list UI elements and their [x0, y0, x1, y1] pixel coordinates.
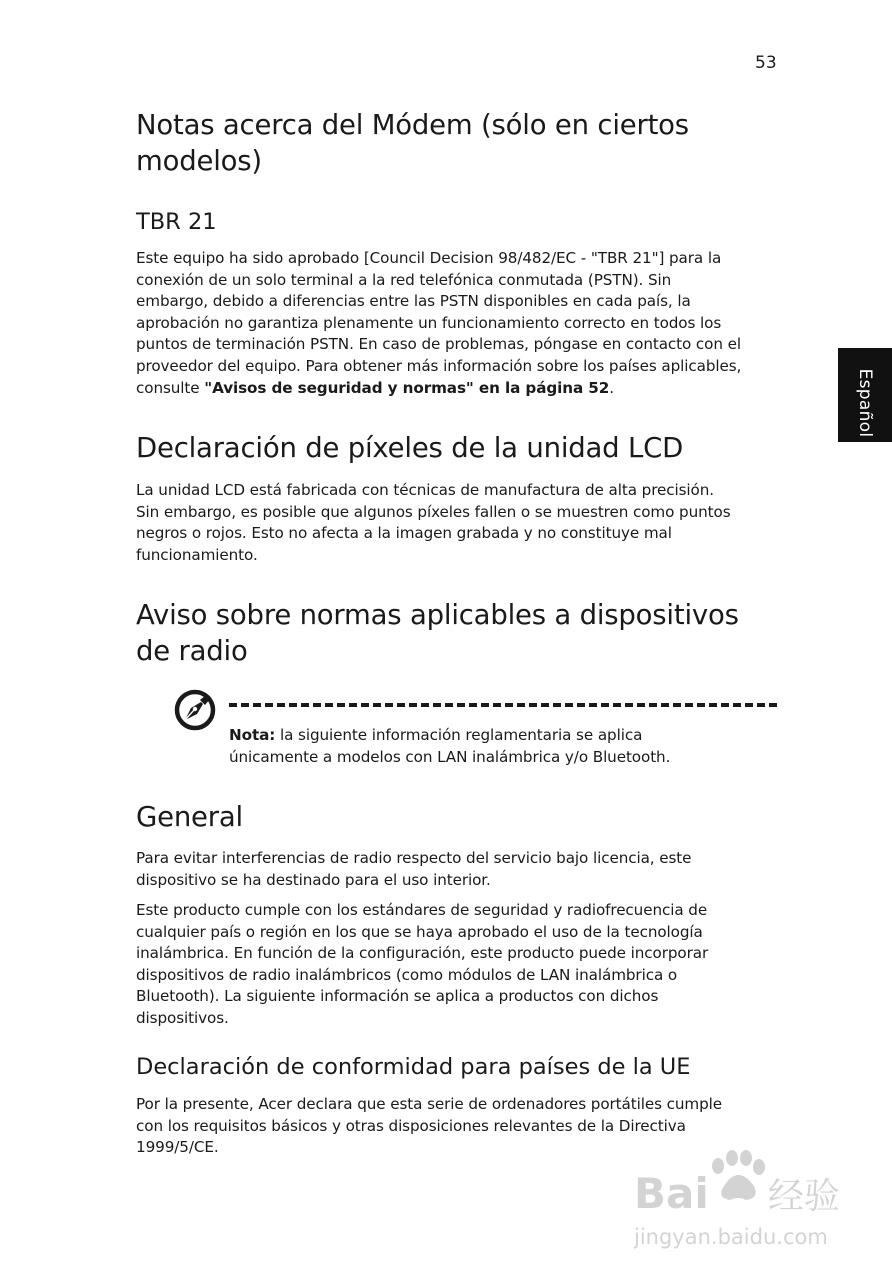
general-para1: [136, 848, 776, 891]
modem-title-line1: Notas acerca del Módem (sólo en ciertos: [136, 109, 689, 141]
watermark-brand: Bai: [634, 1169, 709, 1218]
general-line: inalámbrica. En función de la configuración, este producto puede incorporar: [136, 944, 709, 963]
tbr21-line: proveedor del equipo. Para obtener más información sobre los países aplicables,: [136, 356, 742, 375]
ue-body: [136, 1094, 776, 1159]
language-side-tab: [838, 348, 892, 442]
note-line2: únicamente a modelos con LAN inalámbrica y/o Bluetooth.: [229, 747, 671, 766]
ue-line: Por la presente, Acer declara que esta serie de ordenadores portátiles cumple: [136, 1095, 722, 1113]
note-divider: [229, 703, 777, 707]
tbr21-line-suffix: .: [609, 378, 614, 397]
tbr21-line: puntos de terminación PSTN. En caso de problemas, póngase en contacto con el: [136, 335, 741, 354]
section-title-tbr21: TBR 21: [136, 209, 217, 235]
lcd-line: La unidad LCD está fabricada con técnicas de manufactura de alta precisión.: [136, 481, 714, 499]
tbr21-line: conexión de un solo terminal a la red telefónica conmutada (PSTN). Sin: [136, 270, 672, 289]
section-title-modem: [136, 107, 776, 179]
section-title-general: General: [136, 801, 243, 833]
note-text: [229, 725, 789, 768]
ue-line: con los requisitos básicos y otras disposiciones relevantes de la Directiva: [136, 1116, 686, 1135]
general-line: dispositivos.: [136, 1008, 229, 1027]
ue-line: 1999/5/CE.: [136, 1138, 219, 1157]
general-para2: [136, 900, 776, 1030]
general-line: cualquier país o región en los que se haya aprobado el uso de la tecnología: [136, 922, 703, 941]
general-line: dispositivos de radio inalámbricos (como módulos de LAN inalámbrica o: [136, 965, 678, 984]
lcd-line: negros o rojos. Esto no afecta a la imagen grabada y no constituye mal: [136, 524, 672, 543]
note-line1: la siguiente información reglamentaria se aplica: [275, 726, 643, 744]
radio-title-line2: de radio: [136, 635, 248, 667]
lcd-line: funcionamiento.: [136, 545, 258, 564]
note-label: Nota:: [229, 726, 276, 744]
general-line: Este producto cumple con los estándares de seguridad y radiofrecuencia de: [136, 901, 708, 919]
section-title-ue: Declaración de conformidad para países de la UE: [136, 1054, 691, 1080]
language-side-tab-label: Español: [855, 368, 875, 438]
watermark-brand2: du: [714, 1195, 743, 1219]
tbr21-body: [136, 248, 776, 399]
tbr21-line: Este equipo ha sido aprobado [Council Decision 98/482/EC - "TBR 21"] para la: [136, 249, 722, 267]
cross-reference-link[interactable]: "Avisos de seguridad y normas" en la página 52: [204, 378, 610, 397]
lcd-line: Sin embargo, es posible que algunos píxeles fallen o se muestren como puntos: [136, 502, 731, 521]
tbr21-line: aprobación no garantiza plenamente un funcionamiento correcto en todos los: [136, 313, 722, 332]
tbr21-line: embargo, debido a diferencias entre las PSTN disponibles en cada país, la: [136, 292, 691, 311]
general-line: Bluetooth). La siguiente información se aplica a productos con dichos: [136, 987, 659, 1006]
general-line: dispositivo se ha destinado para el uso interior.: [136, 870, 491, 889]
note-pen-icon: [173, 688, 217, 732]
page-number: 53: [755, 53, 777, 73]
watermark-cn: 经验: [768, 1176, 841, 1217]
tbr21-line-prefix: consulte: [136, 378, 205, 397]
section-title-lcd: Declaración de píxeles de la unidad LCD: [136, 432, 684, 464]
general-line: Para evitar interferencias de radio respecto del servicio bajo licencia, este: [136, 849, 692, 867]
modem-title-line2: modelos): [136, 145, 262, 177]
section-title-radio: [136, 597, 776, 669]
watermark-url: jingyan.baidu.com: [634, 1225, 828, 1249]
lcd-body: [136, 480, 776, 566]
radio-title-line1: Aviso sobre normas aplicables a dispositivos: [136, 599, 739, 631]
